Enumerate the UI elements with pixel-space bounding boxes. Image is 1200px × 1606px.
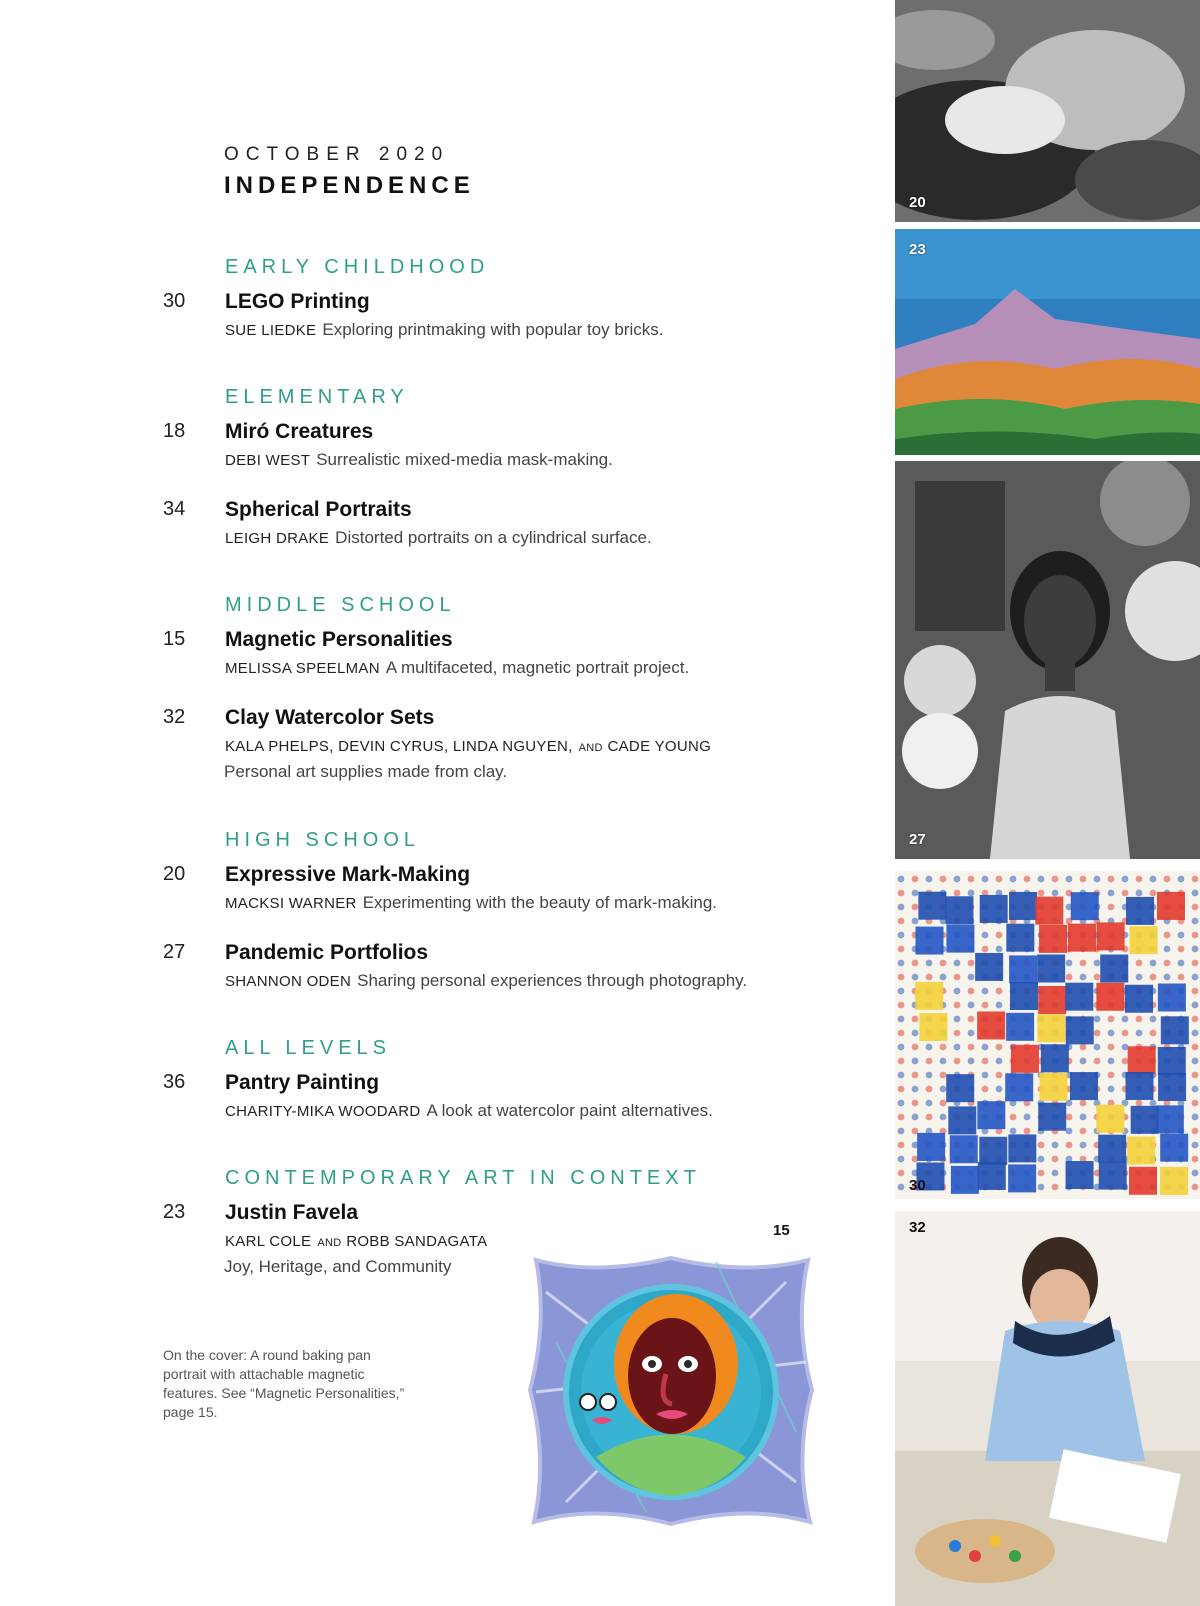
- page-number: 18: [163, 420, 186, 442]
- article-description: Joy, Heritage, and Community: [224, 1257, 452, 1276]
- sidebar-page-label: 20: [909, 194, 926, 211]
- article-byline: [225, 971, 747, 991]
- article-byline: [225, 736, 717, 756]
- author-name: CADE YOUNG: [607, 738, 712, 755]
- author-name: MACKSI WARNER: [225, 895, 357, 912]
- article-byline: [225, 1231, 493, 1251]
- cover-caption: On the cover: A round baking pan portrait with attachable magnetic features. See “Magnetic Personalities,” page 15.: [163, 1347, 405, 1420]
- article-description: A multifaceted, magnetic portrait project.: [385, 658, 690, 677]
- sidebar-image-lego-print[interactable]: [895, 871, 1200, 1199]
- author-name: SHANNON ODEN: [225, 973, 352, 990]
- article-description: Sharing personal experiences through photography.: [357, 971, 748, 990]
- author-conjunction: AND: [317, 1237, 342, 1249]
- issue-date: OCTOBER 2020: [224, 144, 450, 165]
- article-description: Experimenting with the beauty of mark-making.: [362, 893, 718, 912]
- page-number: 20: [163, 863, 186, 885]
- author-name: DEBI WEST: [225, 452, 311, 469]
- article-title[interactable]: Pandemic Portfolios: [225, 941, 429, 964]
- sidebar-image-student-painting[interactable]: [895, 1211, 1200, 1606]
- article-description: Distorted portraits on a cylindrical surface.: [335, 528, 652, 547]
- page-number: 34: [163, 498, 186, 520]
- page-number: 15: [163, 628, 186, 650]
- author-name: CHARITY-MIKA WOODARD: [225, 1103, 421, 1120]
- article-title[interactable]: Pantry Painting: [225, 1071, 380, 1094]
- author-conjunction: AND: [578, 742, 603, 754]
- author-name: SUE LIEDKE: [225, 322, 317, 339]
- section-heading-elementary: ELEMENTARY: [225, 386, 409, 408]
- article-description: Personal art supplies made from clay.: [224, 762, 508, 781]
- sidebar-page-label: 23: [909, 241, 926, 258]
- sidebar-page-label: 32: [909, 1219, 926, 1236]
- page-number: 32: [163, 706, 186, 728]
- section-heading-contemporary-art: CONTEMPORARY ART IN CONTEXT: [225, 1167, 701, 1189]
- author-name: LEIGH DRAKE: [225, 530, 330, 547]
- sidebar-image-portrait-photo[interactable]: [895, 461, 1200, 859]
- page-number: 23: [163, 1201, 186, 1223]
- author-name: MELISSA SPEELMAN: [225, 660, 380, 677]
- article-title[interactable]: LEGO Printing: [225, 290, 370, 313]
- article-title[interactable]: Magnetic Personalities: [225, 628, 453, 651]
- article-title[interactable]: Miró Creatures: [225, 420, 374, 443]
- article-byline: [225, 658, 689, 678]
- section-heading-early-childhood: EARLY CHILDHOOD: [225, 256, 490, 278]
- sidebar-page-label: 30: [909, 1177, 926, 1194]
- author-names: KALA PHELPS, DEVIN CYRUS, LINDA NGUYEN,: [225, 738, 573, 755]
- article-byline: [225, 528, 652, 548]
- article-title[interactable]: Justin Favela: [225, 1201, 359, 1224]
- issue-theme: INDEPENDENCE: [224, 172, 475, 199]
- article-byline: [225, 893, 717, 913]
- section-heading-all-levels: ALL LEVELS: [225, 1037, 392, 1059]
- page-number: 30: [163, 290, 186, 312]
- author-name: ROBB SANDAGATA: [346, 1233, 488, 1250]
- article-description: Exploring printmaking with popular toy bricks.: [322, 320, 664, 339]
- sidebar-image-landscape[interactable]: [895, 229, 1200, 455]
- article-title[interactable]: Clay Watercolor Sets: [225, 706, 435, 729]
- page-number: 36: [163, 1071, 186, 1093]
- article-byline: [225, 450, 613, 470]
- article-byline: [225, 320, 663, 340]
- section-heading-middle-school: MIDDLE SCHOOL: [225, 594, 456, 616]
- sidebar-image-mark-making[interactable]: [895, 0, 1200, 222]
- cover-page-label: 15: [773, 1222, 790, 1239]
- article-description: Surrealistic mixed-media mask-making.: [316, 450, 613, 469]
- article-description: A look at watercolor paint alternatives.: [426, 1101, 713, 1120]
- section-heading-high-school: HIGH SCHOOL: [225, 829, 421, 851]
- author-name: KARL COLE: [225, 1233, 312, 1250]
- page-number: 27: [163, 941, 186, 963]
- article-title[interactable]: Expressive Mark-Making: [225, 863, 471, 886]
- article-title[interactable]: Spherical Portraits: [225, 498, 412, 521]
- article-byline: [225, 1101, 713, 1121]
- cover-artwork-image[interactable]: [526, 1252, 816, 1528]
- sidebar-page-label: 27: [909, 831, 926, 848]
